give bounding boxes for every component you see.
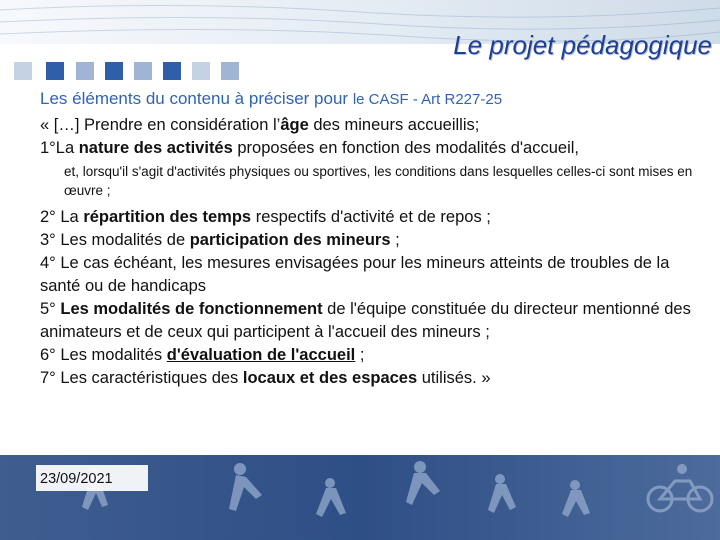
square — [14, 62, 32, 80]
item-bold: répartition des temps — [83, 208, 252, 226]
square — [192, 62, 210, 80]
item-pre: Les modalités — [60, 346, 167, 364]
item-post: respectifs d'activité et de repos ; — [251, 208, 491, 226]
item-3 — [40, 229, 712, 252]
square — [221, 62, 239, 80]
sports-silhouettes-banner — [0, 455, 720, 540]
square — [134, 62, 152, 80]
item-pre: La — [60, 208, 84, 226]
item-4 — [40, 252, 712, 298]
section-heading — [40, 89, 712, 109]
item-5 — [40, 298, 712, 344]
item-bold-underlined: d'évaluation de l'accueil — [166, 346, 356, 364]
footer-date: 23/09/2021 — [40, 471, 113, 487]
square — [163, 62, 181, 80]
square — [46, 62, 64, 80]
item-bold: participation des mineurs — [189, 231, 391, 249]
item-pre: La — [55, 139, 79, 157]
intro-bold: âge — [280, 116, 309, 134]
item-1 — [40, 137, 712, 160]
intro-prefix: « […] Prendre en considération l’ — [40, 116, 281, 134]
heading-main: Les éléments du contenu à préciser pour — [40, 89, 353, 108]
item-post: ; — [355, 346, 365, 364]
item-6 — [40, 344, 712, 367]
heading-reference: le CASF - Art R227-25 — [352, 91, 503, 108]
item-post: utilisés. » — [417, 369, 491, 387]
item-post: ; — [390, 231, 400, 249]
item-number: 6° — [40, 346, 56, 364]
item-7 — [40, 367, 712, 390]
slide-title: Le projet pédagogique — [453, 30, 712, 60]
item-bold: Les modalités de fonctionnement — [60, 300, 323, 318]
item-number: 1° — [40, 139, 56, 157]
item-number: 3° — [40, 231, 56, 249]
item-number: 4° — [40, 254, 56, 272]
item-bold: locaux et des espaces — [242, 369, 418, 387]
item-post: proposées en fonction des modalités d'accueil, — [232, 139, 579, 157]
intro-suffix: des mineurs accueillis; — [308, 116, 480, 134]
item-pre: Les caractéristiques des — [60, 369, 243, 387]
square — [76, 62, 94, 80]
intro-line — [40, 114, 712, 137]
item-number: 2° — [40, 208, 56, 226]
slide-body — [40, 89, 712, 390]
item-post: de l'équipe constituée du directeur mentionné des animateurs et de ceux qui participent à l'accueil des mineurs ; — [40, 300, 691, 341]
item-1-detail: et, lorsqu'il s'agit d'activités physiques ou sportives, les conditions dans lesquelles celles-ci sont mises en œuvre ; — [64, 164, 693, 198]
item-number: 5° — [40, 300, 56, 318]
item-text: Le cas échéant, les mesures envisagées pour les mineurs atteints de troubles de la santé ou de handicaps — [40, 254, 670, 295]
item-number: 7° — [40, 369, 56, 387]
square — [105, 62, 123, 80]
item-bold: nature des activités — [78, 139, 233, 157]
item-pre: Les modalités de — [60, 231, 190, 249]
item-2 — [40, 206, 712, 229]
